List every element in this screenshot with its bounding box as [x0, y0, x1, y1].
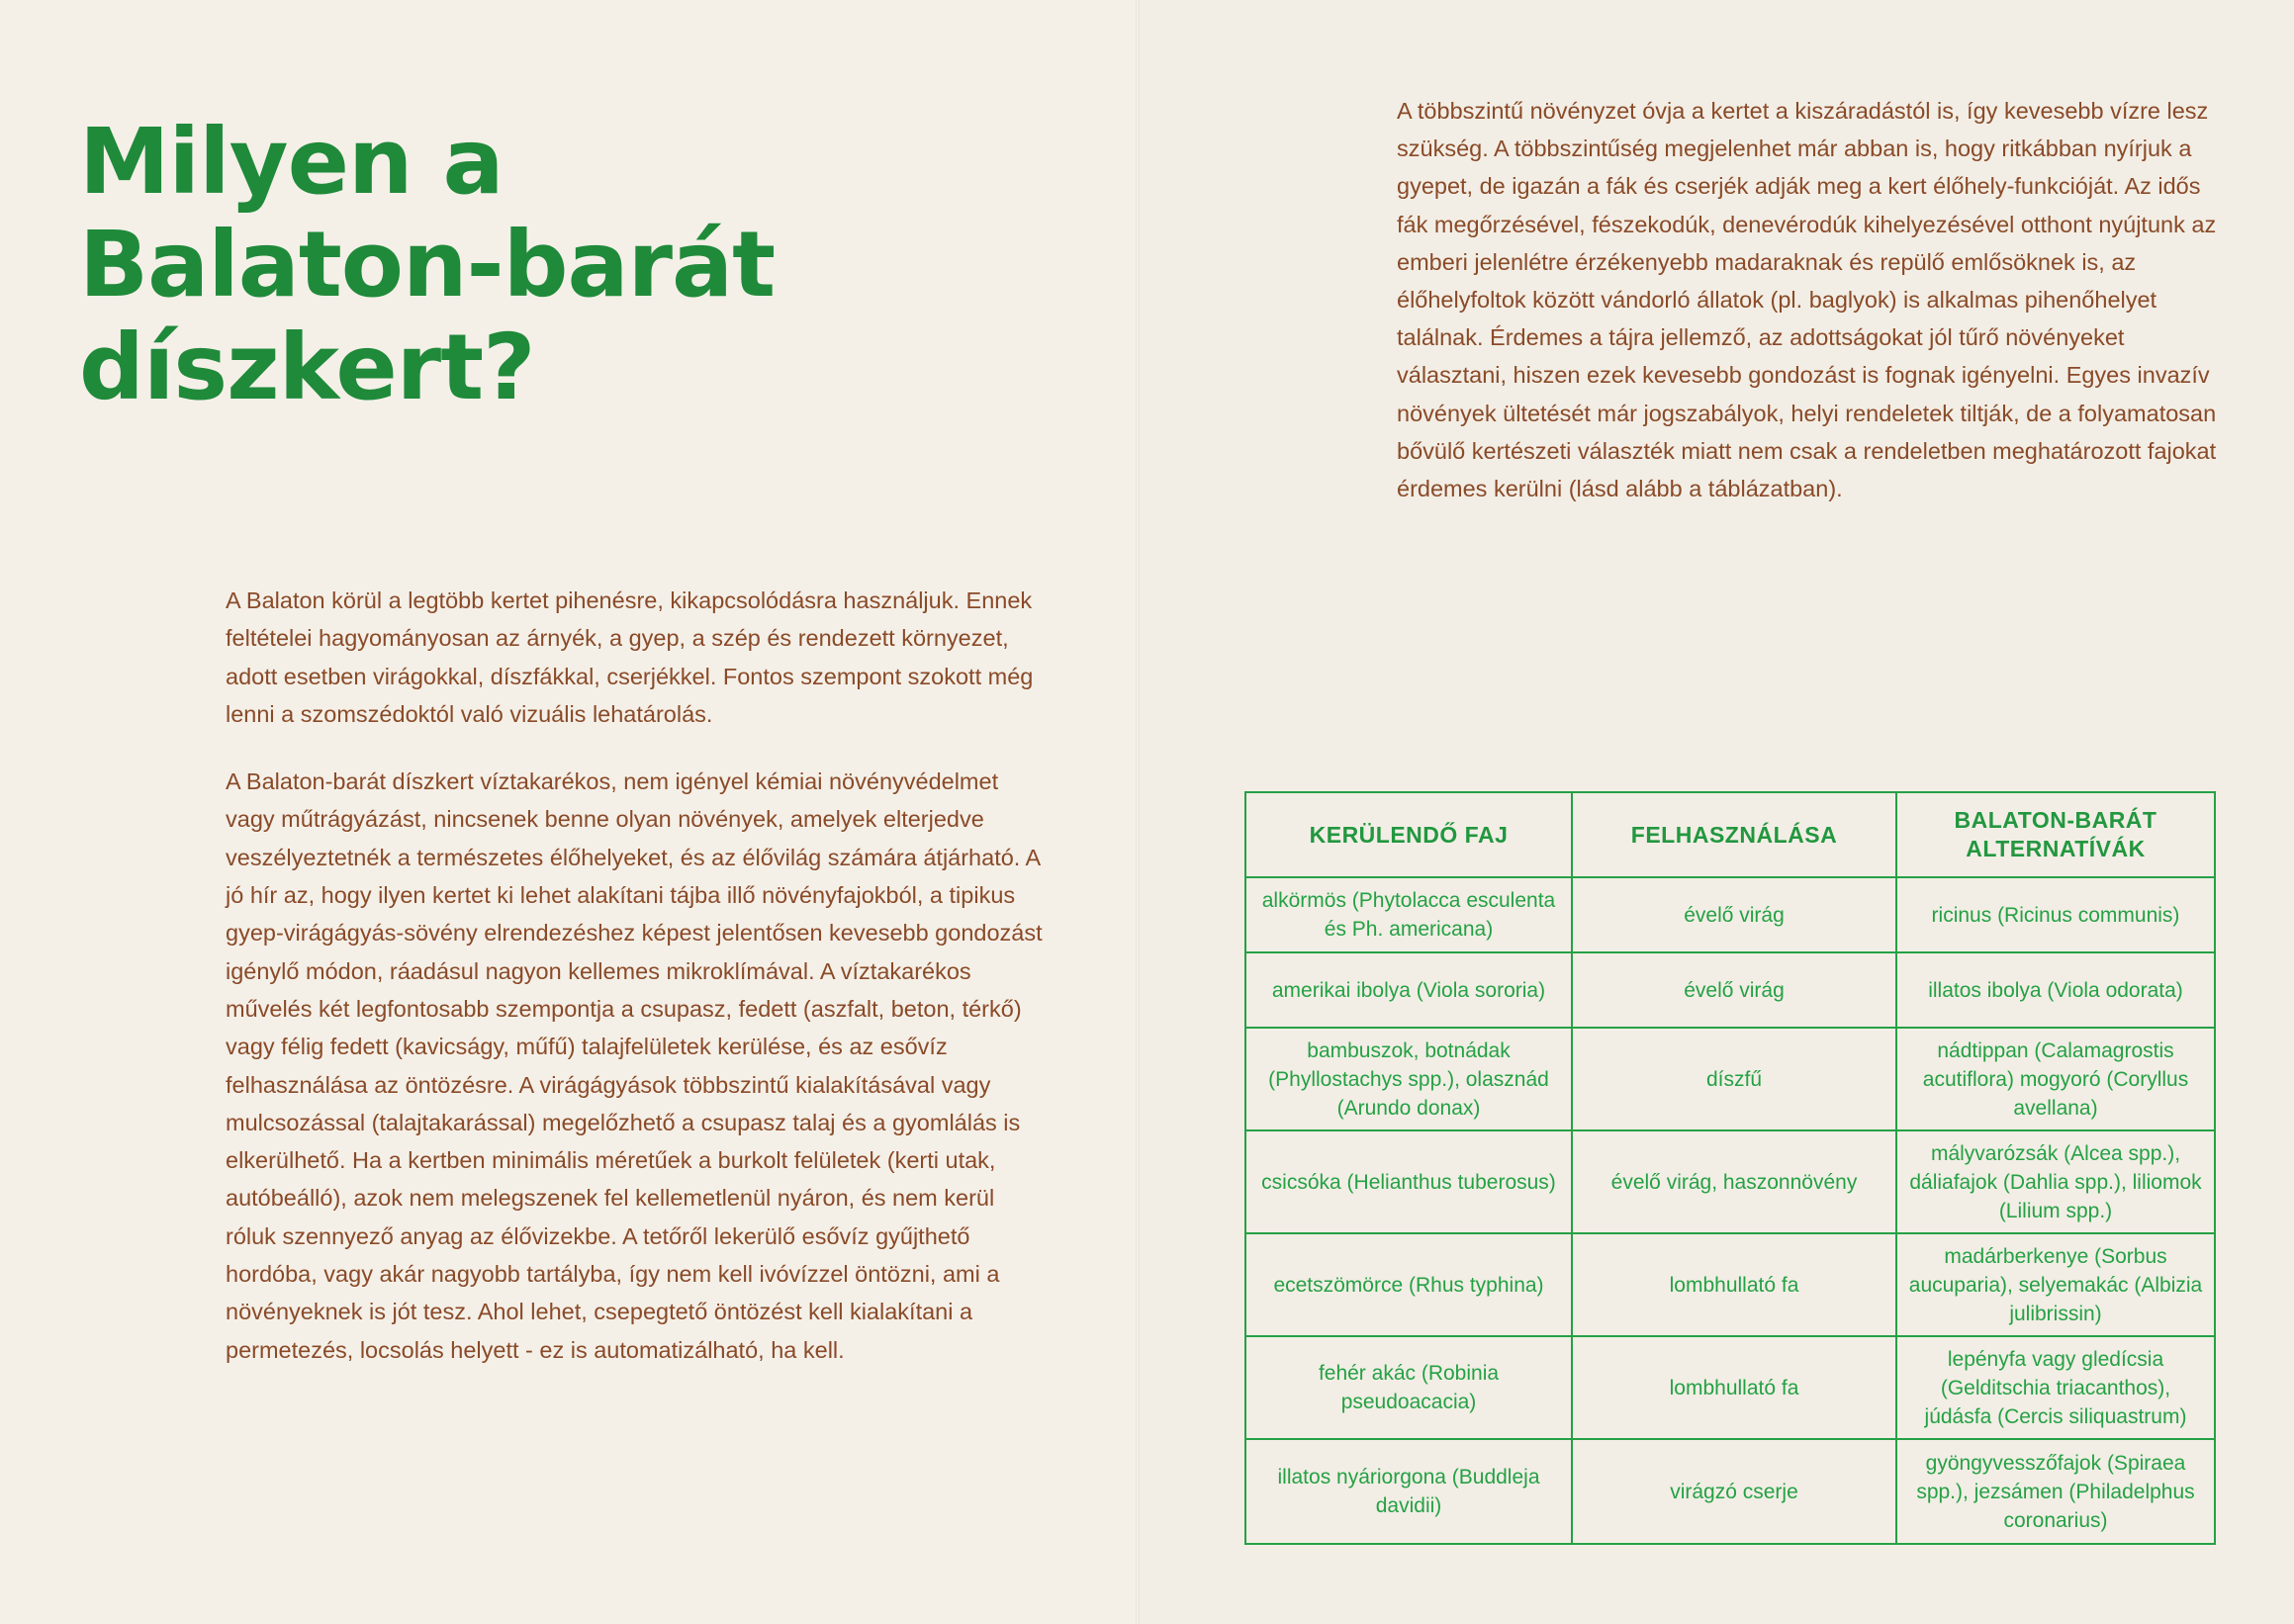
left-page — [0, 0, 1138, 1624]
right-paragraph: A többszintű növényzet óvja a kertet a kiszáradástól is, így kevesebb vízre lesz szükség. A többszintűség megjelenhet már abban is, hogy ritkábban nyírjuk a gyepet, de igazán a fák és cserjék adják meg a kert élőhely-funkcióját. Az idős fák megőrzésével, fészekodúk, denevérodúk kihelyezésével otthont nyújtunk az emberi jelenlétre érzékenyebb madaraknak és repülő emlősöknek is, az élőhelyfoltok között vándorló állatok (pl. baglyok) is alkalmas pihenőhelyet találnak. Érdemes a tájra jellemző, az adottságokat jól tűrő növényeket választani, hiszen ezek kevesebb gondozást is fognak igényelni. Egyes invazív növények ültetését már jogszabályok, helyi rendeletek tiltják, de a folyamatosan bővülő kertészeti választék miatt nem csak a rendeletben meghatározott fajokat érdemes kerülni (lásd alább a táblázatban). — [1397, 98, 2217, 502]
table-row — [1245, 952, 2215, 1028]
main-paragraph: A Balaton-barát díszkert víztakarékos, nem igényel kémiai növényvédelmet vagy műtrágyázást, nincsenek benne olyan növények, amelyek elterjedve veszélyeztetnék a természetes élőhelyeket, és az élővilág számára átjárható. A jó hír az, hogy ilyen kertet ki lehet alakítani tájba illő növényfajokból, a tipikus gyep-virágágyás-sövény elrendezéshez képest jelentősen kevesebb gondozást igénylő módon, ráadásul nagyon kellemes mikroklímával. A víztakarékos művelés két legfontosabb szempontja a csupasz, fedett (aszfalt, beton, térkő) vagy félig fedett (kavicságy, műfű) talajfelületek kerülése, és az esővíz felhasználása az öntözésre. A virágágyások többszintű kialakításával vagy mulcsozással (talajtakarással) megelőzhető a csupasz talaj és a gyomlálás is elkerülhető. Ha a kertben minimális méretűek a burkolt felületek (kerti utak, autóbeálló), azok nem melegszenek fel kellemetlenül nyáron, és nem kerül róluk szennyező anyag az élővizekbe. A tetőről lekerülő esővíz gyűjthető hordóba, vagy akár nagyobb tartályba, így nem kell ivóvízzel öntözni, ami a növényeknek is jót tesz. Ahol lehet, csepegtető öntözést kell kialakítani a permetezés, locsolás helyett - ez is automatizálható, ha kell. — [226, 768, 1043, 1363]
usage-cell: évelő virág — [1572, 877, 1896, 952]
avoid-cell: illatos nyáriorgona (Buddleja davidii) — [1245, 1439, 1572, 1544]
usage-cell: évelő virág — [1572, 952, 1896, 1028]
title-line-3: díszkert? — [79, 315, 535, 420]
usage-cell: évelő virág, haszonnövény — [1572, 1130, 1896, 1233]
plant-table — [1244, 791, 2216, 1545]
alternative-cell: nádtippan (Calamagrostis acutiflora) mogyoró (Coryllus avellana) — [1896, 1028, 2215, 1130]
usage-cell: díszfű — [1572, 1028, 1896, 1130]
table-row — [1245, 877, 2215, 952]
usage-cell: virágzó cserje — [1572, 1439, 1896, 1544]
alternative-cell: lepényfa vagy gledícsia (Gelditschia triacanthos), júdásfa (Cercis siliquastrum) — [1896, 1336, 2215, 1439]
table-row — [1245, 1028, 2215, 1130]
table-header-row — [1245, 792, 2215, 877]
avoid-cell: bambuszok, botnádak (Phyllostachys spp.), olasznád (Arundo donax) — [1245, 1028, 1572, 1130]
usage-cell: lombhullató fa — [1572, 1336, 1896, 1439]
avoid-cell: amerikai ibolya (Viola sororia) — [1245, 952, 1572, 1028]
avoid-cell: csicsóka (Helianthus tuberosus) — [1245, 1130, 1572, 1233]
left-body-text — [226, 582, 1047, 1398]
title-line-1: Milyen a — [79, 109, 504, 215]
avoid-cell: fehér akác (Robinia pseudoacacia) — [1245, 1336, 1572, 1439]
intro-paragraph: A Balaton körül a legtöbb kertet pihenésre, kikapcsolódásra használjuk. Ennek feltételei hagyományosan az árnyék, a gyep, a szép és rendezett környezet, adott esetben virágokkal, díszfákkal, cserjékkel. Fontos szempont szokott még lenni a szomszédoktól való vizuális lehatárolás. — [226, 587, 1034, 727]
avoid-cell: alkörmös (Phytolacca esculenta és Ph. americana) — [1245, 877, 1572, 952]
alternative-cell: madárberkenye (Sorbus aucuparia), selyemakác (Albizia julibrissin) — [1896, 1233, 2215, 1336]
table-row — [1245, 1336, 2215, 1439]
alternative-cell: gyöngyvesszőfajok (Spiraea spp.), jezsámen (Philadelphus coronarius) — [1896, 1439, 2215, 1544]
header-alternatives: BALATON-BARÁT ALTERNATÍVÁK — [1896, 792, 2215, 877]
avoid-cell: ecetszömörce (Rhus typhina) — [1245, 1233, 1572, 1336]
title-line-2: Balaton-barát — [79, 212, 776, 317]
table-row — [1245, 1130, 2215, 1233]
header-usage: FELHASZNÁLÁSA — [1572, 792, 1896, 877]
table-row — [1245, 1233, 2215, 1336]
alternative-cell: mályvarózsák (Alcea spp.), dáliafajok (Dahlia spp.), liliomok (Lilium spp.) — [1896, 1130, 2215, 1233]
right-body-text — [1397, 92, 2218, 507]
table-row — [1245, 1439, 2215, 1544]
usage-cell: lombhullató fa — [1572, 1233, 1896, 1336]
page-title — [79, 111, 775, 419]
alternative-cell: illatos ibolya (Viola odorata) — [1896, 952, 2215, 1028]
header-avoid-species: KERÜLENDŐ FAJ — [1245, 792, 1572, 877]
book-spine — [1136, 0, 1140, 1624]
alternative-cell: ricinus (Ricinus communis) — [1896, 877, 2215, 952]
